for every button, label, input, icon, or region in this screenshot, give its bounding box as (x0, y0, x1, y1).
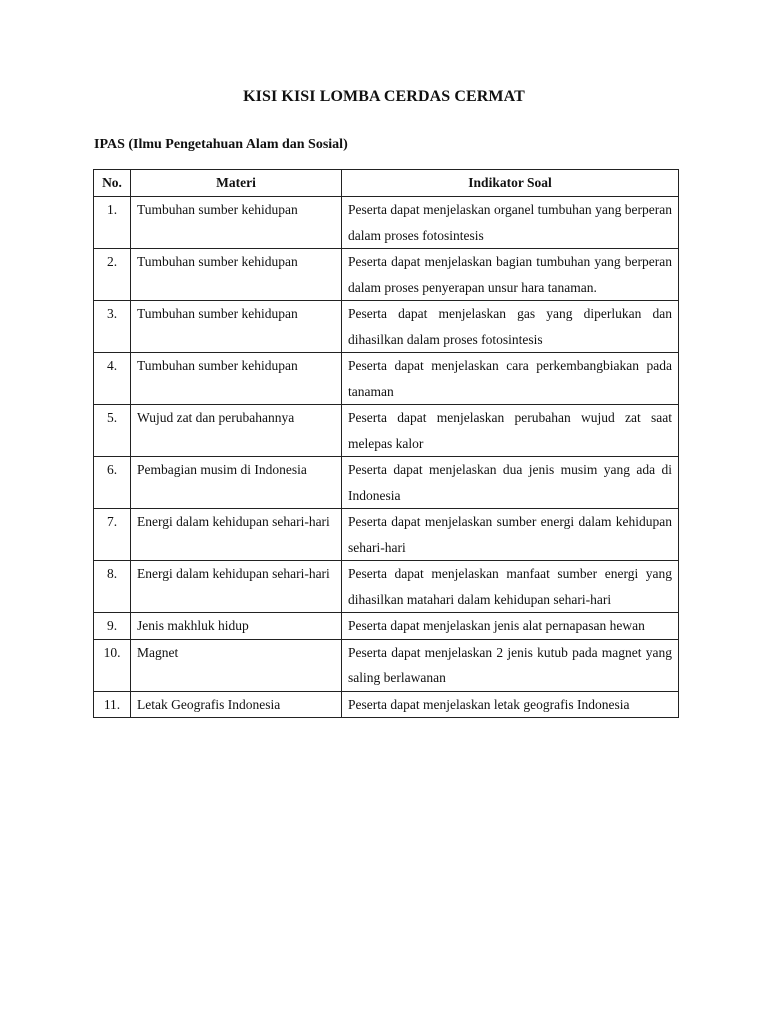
table-header-row (94, 170, 679, 197)
section-subtitle: IPAS (Ilmu Pengetahuan Alam dan Sosial) (94, 137, 348, 152)
row-indikator: Peserta dapat menjelaskan sumber energi dalam kehidupan sehari-hari (342, 509, 679, 561)
row-materi: Jenis makhluk hidup (131, 613, 342, 640)
header-materi: Materi (131, 170, 342, 197)
table-row (94, 639, 679, 691)
row-number: 2. (94, 249, 131, 301)
table-row (94, 405, 679, 457)
row-number: 10. (94, 639, 131, 691)
row-indikator: Peserta dapat menjelaskan organel tumbuhan yang berperan dalam proses fotosintesis (342, 197, 679, 249)
row-indikator: Peserta dapat menjelaskan manfaat sumber energi yang dihasilkan matahari dalam kehidupan sehari-hari (342, 561, 679, 613)
row-number: 7. (94, 509, 131, 561)
document-title: KISI KISI LOMBA CERDAS CERMAT (243, 88, 525, 105)
row-number: 5. (94, 405, 131, 457)
row-indikator: Peserta dapat menjelaskan perubahan wujud zat saat melepas kalor (342, 405, 679, 457)
row-indikator: Peserta dapat menjelaskan dua jenis musim yang ada di Indonesia (342, 457, 679, 509)
row-number: 1. (94, 197, 131, 249)
row-indikator: Peserta dapat menjelaskan cara perkembangbiakan pada tanaman (342, 353, 679, 405)
table-row (94, 561, 679, 613)
row-indikator: Peserta dapat menjelaskan bagian tumbuhan yang berperan dalam proses penyerapan unsur hara tanaman. (342, 249, 679, 301)
row-materi: Magnet (131, 639, 342, 691)
header-no: No. (94, 170, 131, 197)
row-materi: Pembagian musim di Indonesia (131, 457, 342, 509)
table-row (94, 691, 679, 718)
row-materi: Energi dalam kehidupan sehari-hari (131, 509, 342, 561)
row-materi: Tumbuhan sumber kehidupan (131, 197, 342, 249)
header-indikator: Indikator Soal (342, 170, 679, 197)
table-row (94, 249, 679, 301)
table-row (94, 301, 679, 353)
table-row (94, 509, 679, 561)
kisi-kisi-table (93, 169, 679, 718)
row-indikator: Peserta dapat menjelaskan 2 jenis kutub pada magnet yang saling berlawanan (342, 639, 679, 691)
table-row (94, 353, 679, 405)
row-number: 11. (94, 691, 131, 718)
row-number: 6. (94, 457, 131, 509)
row-materi: Wujud zat dan perubahannya (131, 405, 342, 457)
row-indikator: Peserta dapat menjelaskan gas yang diperlukan dan dihasilkan dalam proses fotosintesis (342, 301, 679, 353)
table-row (94, 457, 679, 509)
row-number: 9. (94, 613, 131, 640)
row-materi: Letak Geografis Indonesia (131, 691, 342, 718)
table-row (94, 197, 679, 249)
row-number: 4. (94, 353, 131, 405)
row-materi: Tumbuhan sumber kehidupan (131, 353, 342, 405)
row-indikator: Peserta dapat menjelaskan letak geografis Indonesia (342, 691, 679, 718)
row-materi: Tumbuhan sumber kehidupan (131, 301, 342, 353)
row-materi: Tumbuhan sumber kehidupan (131, 249, 342, 301)
table-row (94, 613, 679, 640)
row-materi: Energi dalam kehidupan sehari-hari (131, 561, 342, 613)
row-number: 8. (94, 561, 131, 613)
row-indikator: Peserta dapat menjelaskan jenis alat pernapasan hewan (342, 613, 679, 640)
row-number: 3. (94, 301, 131, 353)
